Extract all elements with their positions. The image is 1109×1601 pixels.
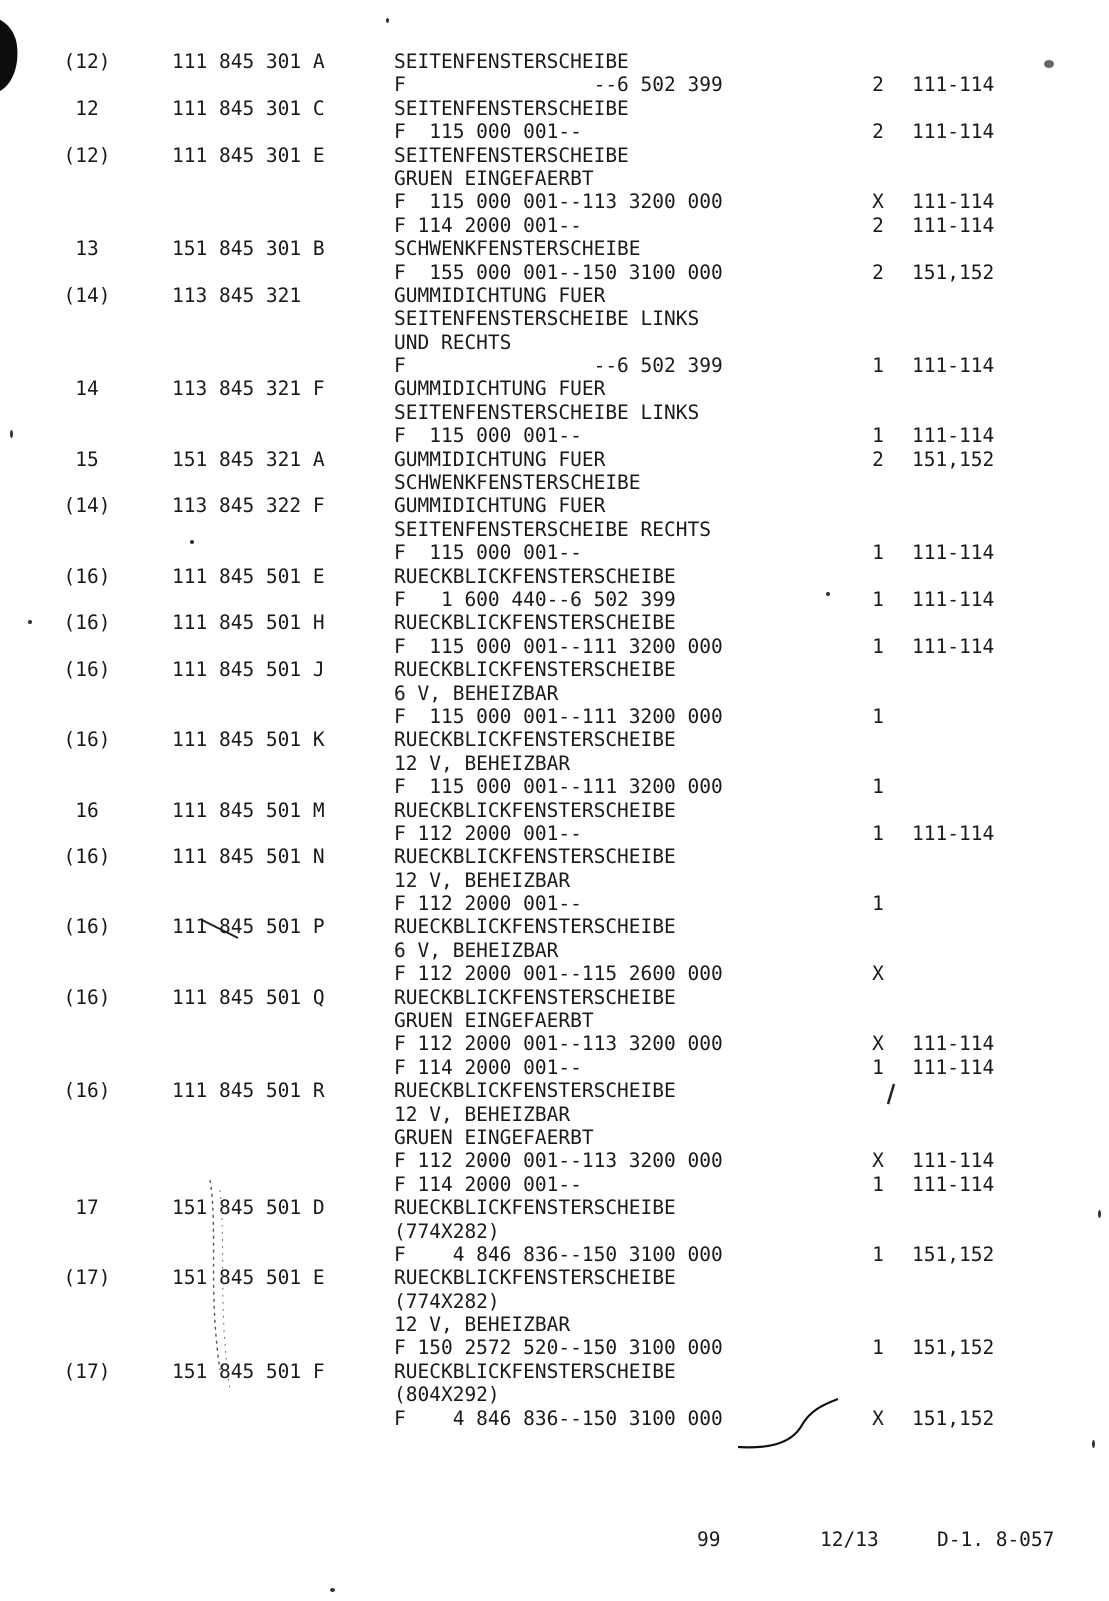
model-range: 111-114	[912, 821, 995, 845]
part-number: 151 845 321 A	[172, 447, 325, 471]
description-line: F 112 2000 001--115 2600 000	[394, 962, 723, 986]
description-line: F 115 000 001--113 3200 000	[394, 190, 723, 214]
entry-detail-row	[0, 1173, 1109, 1196]
parts-entry	[0, 611, 1109, 658]
entry-detail-row	[0, 892, 1109, 915]
parts-entry	[0, 1266, 1109, 1360]
description-line: SEITENFENSTERSCHEIBE	[394, 143, 629, 167]
quantity: 2	[872, 73, 884, 97]
position-number: 16	[75, 798, 99, 822]
entry-row	[0, 50, 1109, 73]
position-number: (12)	[63, 143, 111, 167]
catalog-reference: D-1. 8-057	[937, 1528, 1055, 1551]
entry-detail-row	[0, 1313, 1109, 1336]
speck	[1044, 60, 1054, 68]
issue-date: 12/13	[820, 1528, 879, 1551]
parts-entry	[0, 377, 1109, 447]
entry-row	[0, 658, 1109, 681]
parts-entry	[0, 494, 1109, 564]
description-line: F 112 2000 001--113 3200 000	[394, 1149, 723, 1173]
speck	[1092, 1440, 1095, 1448]
part-number: 111 845 501 H	[172, 611, 325, 635]
entry-detail-row	[0, 401, 1109, 424]
entry-row	[0, 799, 1109, 822]
entry-detail-row	[0, 1126, 1109, 1149]
entry-detail-row	[0, 588, 1109, 611]
entry-detail-row	[0, 1009, 1109, 1032]
parts-entry	[0, 144, 1109, 238]
entry-detail-row	[0, 1056, 1109, 1079]
entry-detail-row	[0, 705, 1109, 728]
parts-entry	[0, 799, 1109, 846]
speck	[28, 620, 32, 624]
entry-detail-row	[0, 1383, 1109, 1406]
model-range: 111-114	[912, 73, 995, 97]
entry-row	[0, 144, 1109, 167]
description-line: GRUEN EINGEFAERBT	[394, 166, 594, 190]
description-line: F 114 2000 001--	[394, 213, 582, 237]
part-number: 113 845 321	[172, 283, 302, 307]
part-number: 151 845 501 D	[172, 1196, 325, 1220]
description-line: RUECKBLICKFENSTERSCHEIBE	[394, 611, 676, 635]
quantity: 1	[872, 541, 884, 565]
position-number: (12)	[63, 50, 111, 73]
description-line: 12 V, BEHEIZBAR	[394, 1313, 571, 1337]
model-range: 151,152	[912, 1336, 995, 1360]
entry-row	[0, 611, 1109, 634]
description-line: UND RECHTS	[394, 330, 512, 354]
model-range: 111-114	[912, 634, 995, 658]
entry-detail-row	[0, 869, 1109, 892]
parts-entry	[0, 448, 1109, 495]
quantity: 1	[872, 424, 884, 448]
description-line: GUMMIDICHTUNG FUER	[394, 377, 606, 401]
description-line: RUECKBLICKFENSTERSCHEIBE	[394, 845, 676, 869]
entry-row	[0, 1196, 1109, 1219]
part-number: 111 845 301 C	[172, 96, 325, 120]
page-number: 99	[697, 1528, 721, 1551]
model-range: 111-114	[912, 541, 995, 565]
position-number: (16)	[63, 728, 111, 752]
description-line: (774X282)	[394, 1219, 500, 1243]
entry-row	[0, 845, 1109, 868]
position-number: (16)	[63, 1079, 111, 1103]
position-number: (16)	[63, 845, 111, 869]
description-line: RUECKBLICKFENSTERSCHEIBE	[394, 1359, 676, 1383]
quantity: 2	[872, 120, 884, 144]
parts-entry	[0, 1360, 1109, 1430]
part-number: 151 845 501 E	[172, 1266, 325, 1290]
quantity: 1	[872, 587, 884, 611]
quantity: 1	[872, 821, 884, 845]
entry-detail-row	[0, 541, 1109, 564]
description-line: F 115 000 001--	[394, 424, 582, 448]
position-number: 13	[75, 237, 99, 261]
quantity: 1	[872, 775, 884, 799]
entry-row	[0, 237, 1109, 260]
handwritten-stroke	[730, 1395, 850, 1455]
model-range: 111-114	[912, 1032, 995, 1056]
model-range: 111-114	[912, 120, 995, 144]
description-line: RUECKBLICKFENSTERSCHEIBE	[394, 1266, 676, 1290]
description-line: SCHWENKFENSTERSCHEIBE	[394, 471, 641, 495]
model-range: 151,152	[912, 1406, 995, 1430]
position-number: (16)	[63, 915, 111, 939]
description-line: 12 V, BEHEIZBAR	[394, 1102, 571, 1126]
entry-detail-row	[0, 775, 1109, 798]
description-line: F 115 000 001--111 3200 000	[394, 775, 723, 799]
quantity: 2	[872, 447, 884, 471]
speck	[190, 540, 194, 544]
part-number: 113 845 322 F	[172, 494, 325, 518]
part-number: 111 845 301 A	[172, 50, 325, 73]
entry-row	[0, 494, 1109, 517]
parts-entry	[0, 658, 1109, 728]
entry-row	[0, 1360, 1109, 1383]
position-number: (16)	[63, 564, 111, 588]
description-line: 12 V, BEHEIZBAR	[394, 751, 571, 775]
model-range: 111-114	[912, 354, 995, 378]
entry-detail-row	[0, 635, 1109, 658]
description-line: RUECKBLICKFENSTERSCHEIBE	[394, 985, 676, 1009]
smudge-mark	[190, 1170, 250, 1410]
model-range: 111-114	[912, 1172, 995, 1196]
description-line: RUECKBLICKFENSTERSCHEIBE	[394, 564, 676, 588]
parts-entry	[0, 50, 1109, 97]
parts-entry	[0, 565, 1109, 612]
position-number: (14)	[63, 494, 111, 518]
entry-detail-row	[0, 939, 1109, 962]
entry-detail-row	[0, 424, 1109, 447]
description-line: RUECKBLICKFENSTERSCHEIBE	[394, 658, 676, 682]
quantity: X	[872, 1032, 884, 1056]
entry-detail-row	[0, 354, 1109, 377]
parts-entry	[0, 237, 1109, 284]
description-line: GRUEN EINGEFAERBT	[394, 1009, 594, 1033]
quantity: 1	[872, 634, 884, 658]
entry-detail-row	[0, 307, 1109, 330]
description-line: GUMMIDICHTUNG FUER	[394, 494, 606, 518]
model-range: 111-114	[912, 1055, 995, 1079]
parts-entry	[0, 1079, 1109, 1196]
quantity: 1	[872, 1242, 884, 1266]
entry-detail-row	[0, 1243, 1109, 1266]
entry-detail-row	[0, 331, 1109, 354]
entry-detail-row	[0, 1032, 1109, 1055]
description-line: SEITENFENSTERSCHEIBE	[394, 96, 629, 120]
entry-detail-row	[0, 190, 1109, 213]
description-line: F --6 502 399	[394, 73, 723, 97]
position-number: (17)	[63, 1266, 111, 1290]
entry-row	[0, 1079, 1109, 1102]
parts-entry	[0, 915, 1109, 985]
model-range: 151,152	[912, 447, 995, 471]
part-number: 111 845 501 E	[172, 564, 325, 588]
description-line: RUECKBLICKFENSTERSCHEIBE	[394, 1196, 676, 1220]
model-range: 111-114	[912, 213, 995, 237]
part-number: 111 845 501 N	[172, 845, 325, 869]
description-line: SEITENFENSTERSCHEIBE RECHTS	[394, 517, 711, 541]
entry-detail-row	[0, 120, 1109, 143]
speck	[826, 592, 830, 596]
position-number: (14)	[63, 283, 111, 307]
part-number: 111 845 501 R	[172, 1079, 325, 1103]
description-line: RUECKBLICKFENSTERSCHEIBE	[394, 728, 676, 752]
parts-entry	[0, 986, 1109, 1080]
part-number: 151 845 301 B	[172, 237, 325, 261]
part-number: 111 845 301 E	[172, 143, 325, 167]
description-line: F 115 000 001--111 3200 000	[394, 704, 723, 728]
entry-detail-row	[0, 1336, 1109, 1359]
description-line: SCHWENKFENSTERSCHEIBE	[394, 237, 641, 261]
entry-detail-row	[0, 1290, 1109, 1313]
quantity: 1	[872, 704, 884, 728]
quantity: X	[872, 190, 884, 214]
model-range: 111-114	[912, 190, 995, 214]
model-range: 111-114	[912, 424, 995, 448]
entry-detail-row	[0, 682, 1109, 705]
quantity: X	[872, 962, 884, 986]
description-line: GUMMIDICHTUNG FUER	[394, 283, 606, 307]
description-line: RUECKBLICKFENSTERSCHEIBE	[394, 1079, 676, 1103]
model-range: 111-114	[912, 587, 995, 611]
description-line: F 155 000 001--150 3100 000	[394, 260, 723, 284]
description-line: RUECKBLICKFENSTERSCHEIBE	[394, 798, 676, 822]
speck	[386, 18, 389, 23]
entry-detail-row	[0, 73, 1109, 96]
entry-detail-row	[0, 471, 1109, 494]
description-line: F 114 2000 001--	[394, 1055, 582, 1079]
parts-entry	[0, 1196, 1109, 1266]
entry-detail-row	[0, 518, 1109, 541]
description-line: F 115 000 001--111 3200 000	[394, 634, 723, 658]
part-number: 111 845 501 K	[172, 728, 325, 752]
quantity: 2	[872, 213, 884, 237]
position-number: (16)	[63, 658, 111, 682]
speck	[330, 1588, 335, 1592]
parts-entry	[0, 284, 1109, 378]
quantity: 1	[872, 1172, 884, 1196]
quantity: X	[872, 1149, 884, 1173]
entry-row	[0, 565, 1109, 588]
speck	[10, 430, 13, 438]
description-line: F 150 2572 520--150 3100 000	[394, 1336, 723, 1360]
parts-list	[0, 50, 1109, 1430]
part-number: 113 845 321 F	[172, 377, 325, 401]
quantity: 1	[872, 354, 884, 378]
quantity: 1	[872, 892, 884, 916]
speck	[1098, 1210, 1101, 1218]
quantity: X	[872, 1406, 884, 1430]
position-number: 15	[75, 447, 99, 471]
entry-row	[0, 284, 1109, 307]
entry-detail-row	[0, 1407, 1109, 1430]
description-line: SEITENFENSTERSCHEIBE LINKS	[394, 307, 700, 331]
entry-detail-row	[0, 214, 1109, 237]
parts-entry	[0, 97, 1109, 144]
entry-detail-row	[0, 1103, 1109, 1126]
entry-detail-row	[0, 962, 1109, 985]
description-line: SEITENFENSTERSCHEIBE LINKS	[394, 400, 700, 424]
model-range: 151,152	[912, 260, 995, 284]
quantity: 1	[872, 1336, 884, 1360]
parts-entry	[0, 728, 1109, 798]
position-number: (16)	[63, 985, 111, 1009]
description-line: F 4 846 836--150 3100 000	[394, 1242, 723, 1266]
description-line: 6 V, BEHEIZBAR	[394, 681, 559, 705]
entry-row	[0, 377, 1109, 400]
position-number: 17	[75, 1196, 99, 1220]
part-number: 111 845 501 P	[172, 915, 325, 939]
description-line: GUMMIDICHTUNG FUER	[394, 447, 606, 471]
description-line: 6 V, BEHEIZBAR	[394, 938, 559, 962]
description-line: RUECKBLICKFENSTERSCHEIBE	[394, 915, 676, 939]
parts-entry	[0, 845, 1109, 915]
part-number: 111 845 501 J	[172, 658, 325, 682]
scratch-mark	[880, 1082, 900, 1108]
entry-row	[0, 97, 1109, 120]
entry-detail-row	[0, 261, 1109, 284]
description-line: F 115 000 001--	[394, 541, 582, 565]
description-line: F 115 000 001--	[394, 120, 582, 144]
part-number: 111 845 501 Q	[172, 985, 325, 1009]
model-range: 151,152	[912, 1242, 995, 1266]
description-line: F 112 2000 001--	[394, 892, 582, 916]
model-range: 111-114	[912, 1149, 995, 1173]
part-number: 111 845 501 M	[172, 798, 325, 822]
position-number: 12	[75, 96, 99, 120]
description-line: F 114 2000 001--	[394, 1172, 582, 1196]
entry-detail-row	[0, 752, 1109, 775]
description-line: SEITENFENSTERSCHEIBE	[394, 50, 629, 73]
entry-detail-row	[0, 1220, 1109, 1243]
description-line: (804X292)	[394, 1383, 500, 1407]
entry-row	[0, 986, 1109, 1009]
entry-row	[0, 448, 1109, 471]
position-number: (17)	[63, 1359, 111, 1383]
page-footer	[0, 1528, 1109, 1552]
entry-row	[0, 1266, 1109, 1289]
entry-row	[0, 915, 1109, 938]
scratch-mark	[198, 916, 248, 946]
entry-detail-row	[0, 167, 1109, 190]
entry-row	[0, 728, 1109, 751]
description-line: 12 V, BEHEIZBAR	[394, 868, 571, 892]
description-line: GRUEN EINGEFAERBT	[394, 1125, 594, 1149]
entry-detail-row	[0, 822, 1109, 845]
quantity: 1	[872, 1055, 884, 1079]
description-line: F --6 502 399	[394, 354, 723, 378]
part-number: 151 845 501 F	[172, 1359, 325, 1383]
description-line: F 112 2000 001--	[394, 821, 582, 845]
description-line: F 4 846 836--150 3100 000	[394, 1406, 723, 1430]
quantity: 2	[872, 260, 884, 284]
description-line: F 1 600 440--6 502 399	[394, 587, 676, 611]
description-line: F 112 2000 001--113 3200 000	[394, 1032, 723, 1056]
entry-detail-row	[0, 1149, 1109, 1172]
position-number: 14	[75, 377, 99, 401]
position-number: (16)	[63, 611, 111, 635]
description-line: (774X282)	[394, 1289, 500, 1313]
